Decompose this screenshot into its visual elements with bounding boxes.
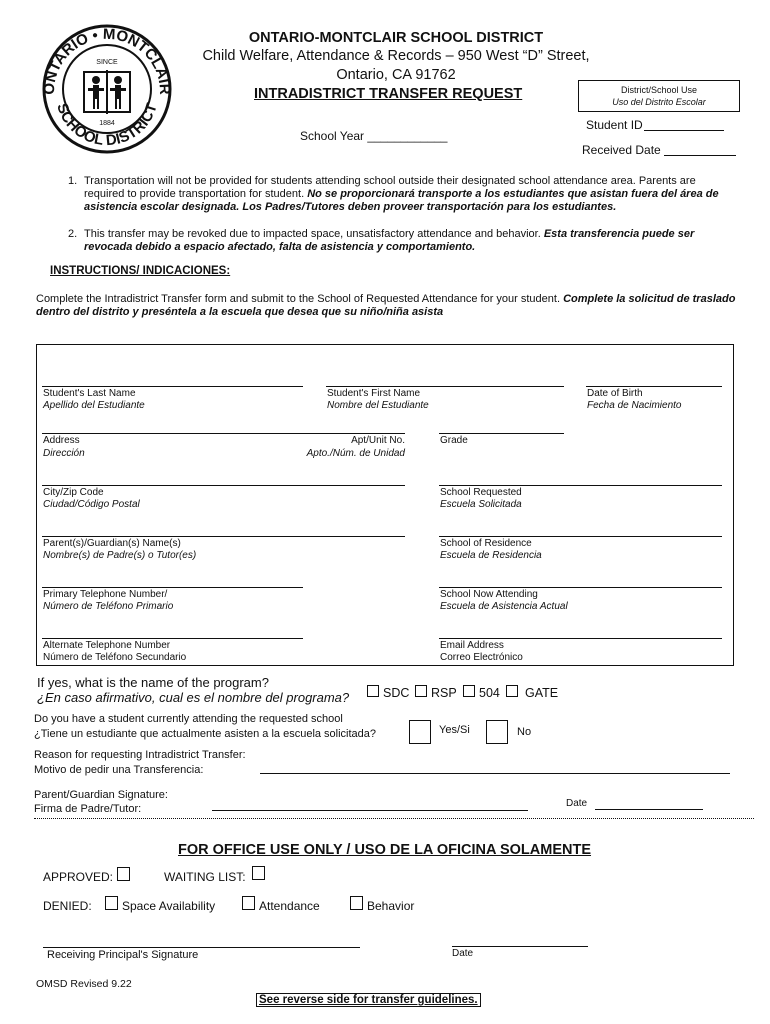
principal-signature-line[interactable]	[43, 947, 360, 948]
yes-label: Yes/Si	[439, 724, 470, 736]
approved-label: APPROVED:	[43, 870, 114, 884]
city-zip-label: City/Zip Code	[43, 487, 104, 498]
school-now-line[interactable]	[439, 587, 722, 588]
last-name-label-es: Apellido del Estudiante	[43, 400, 145, 411]
instructions-spanish: Complete la solicitud de traslado dentro del distrito y preséntela a la escuela que desea que su niño/niña asista	[36, 293, 736, 318]
instructions-heading: INSTRUCTIONS/ INDICACIONES:	[50, 265, 231, 277]
reason-line[interactable]	[260, 773, 730, 774]
first-name-label-es: Nombre del Estudiante	[327, 400, 429, 411]
reason-label: Reason for requesting Intradistrict Transfer:	[34, 749, 246, 761]
space-availability-checkbox[interactable]	[105, 896, 118, 910]
apt-label-es: Apto./Núm. de Unidad	[306, 448, 405, 459]
school-requested-label: School Requested	[440, 487, 522, 498]
notice-1-spanish: No se proporcionará transporte a los estudiantes que asistan fuera del área de asistencia escolar designada. Los Padres/Tutores deben proveer transportación para los estudiantes.	[84, 188, 719, 213]
school-residence-label-es: Escuela de Residencia	[440, 550, 542, 561]
notice-2-number: 2.	[68, 228, 78, 240]
sibling-question: Do you have a student currently attending the requested school	[34, 713, 343, 725]
waiting-list-checkbox[interactable]	[252, 866, 265, 880]
svg-text:1884: 1884	[99, 120, 115, 127]
denied-label: DENIED:	[43, 899, 92, 913]
last-name-label: Student's Last Name	[43, 388, 136, 399]
address-label-es: Dirección	[43, 448, 85, 459]
program-question: If yes, what is the name of the program?	[37, 675, 269, 690]
504-checkbox[interactable]	[463, 685, 475, 697]
email-label-es: Correo Electrónico	[440, 652, 523, 663]
notice-2-spanish: Esta transferencia puede ser revocada debido a espacio afectado, falta de asistencia y comportamiento.	[84, 228, 695, 253]
gate-label: GATE	[525, 686, 559, 700]
parents-label: Parent(s)/Guardian(s) Name(s)	[43, 538, 181, 549]
district-seal	[40, 22, 175, 157]
principal-signature-label: Receiving Principal's Signature	[47, 949, 199, 961]
sdc-label: SDC	[383, 686, 410, 700]
district-address-line1: Child Welfare, Attendance & Records – 950 West “D” Street,	[202, 48, 590, 64]
revision-note: OMSD Revised 9.22	[36, 978, 132, 990]
dob-label-es: Fecha de Nacimiento	[587, 400, 682, 411]
last-name-line[interactable]	[42, 386, 303, 387]
no-checkbox[interactable]	[486, 720, 508, 744]
office-date-line[interactable]	[452, 946, 588, 947]
notice-2	[84, 228, 724, 254]
received-date-label: Received Date	[582, 143, 661, 157]
first-name-label: Student's First Name	[327, 388, 421, 399]
city-zip-line[interactable]	[42, 485, 405, 486]
school-residence-line[interactable]	[439, 536, 722, 537]
office-date-label: Date	[452, 948, 474, 959]
attendance-label: Attendance	[259, 899, 320, 913]
first-name-line[interactable]	[326, 386, 564, 387]
school-now-label-es: Escuela de Asistencia Actual	[440, 601, 568, 612]
rsp-label: RSP	[431, 686, 457, 700]
svg-text:SINCE: SINCE	[96, 59, 118, 66]
signature-date-label: Date	[566, 798, 588, 809]
notice-1	[84, 175, 724, 214]
received-date-line[interactable]	[664, 155, 736, 156]
district-use-subtitle: Uso del Distrito Escolar	[612, 97, 706, 107]
instructions-english: Complete the Intradistrict Transfer form and submit to the School of Requested Attendance for your student.	[36, 293, 564, 305]
rsp-checkbox[interactable]	[415, 685, 427, 697]
signature-date-line[interactable]	[595, 809, 703, 810]
parents-label-es: Nombre(s) de Padre(s) o Tutor(es)	[43, 550, 197, 561]
cut-divider	[34, 818, 754, 819]
primary-phone-label: Primary Telephone Number/	[43, 589, 168, 600]
grade-line[interactable]	[439, 433, 564, 434]
sdc-checkbox[interactable]	[367, 685, 379, 697]
student-id-label: Student ID	[586, 118, 643, 132]
notice-2-english: This transfer may be revoked due to impacted space, unsatisfactory attendance and behavior.	[84, 228, 544, 240]
email-line[interactable]	[439, 638, 722, 639]
alt-phone-label-es: Número de Teléfono Secundario	[43, 652, 187, 663]
sibling-question-es: ¿Tiene un estudiante que actualmente asisten a la escuela solicitada?	[34, 728, 377, 740]
signature-label: Parent/Guardian Signature:	[34, 789, 168, 801]
school-year-field[interactable]: School Year ____________	[300, 129, 448, 143]
email-label: Email Address	[440, 640, 504, 651]
school-requested-line[interactable]	[439, 485, 722, 486]
yes-checkbox[interactable]	[409, 720, 431, 744]
city-zip-label-es: Ciudad/Código Postal	[43, 499, 140, 510]
gate-checkbox[interactable]	[506, 685, 518, 697]
signature-label-es: Firma de Padre/Tutor:	[34, 803, 142, 815]
address-label: Address	[43, 435, 80, 446]
attendance-checkbox[interactable]	[242, 896, 255, 910]
no-label: No	[517, 726, 532, 738]
seal-top-text: ONTARIO • MONTCLAIR	[40, 25, 174, 96]
space-availability-label: Space Availability	[122, 899, 216, 913]
program-question-es: ¿En caso afirmativo, cual es el nombre del programa?	[37, 690, 350, 705]
office-use-heading: FOR OFFICE USE ONLY / USO DE LA OFICINA SOLAMENTE	[178, 842, 592, 858]
district-name: ONTARIO-MONTCLAIR SCHOOL DISTRICT	[248, 30, 544, 46]
signature-line[interactable]	[212, 810, 528, 811]
notice-1-number: 1.	[68, 175, 78, 187]
parents-line[interactable]	[42, 536, 405, 537]
district-use-title: District/School Use	[620, 85, 698, 95]
seal-bottom-text: SCHOOL DISTRICT	[53, 101, 161, 150]
primary-phone-line[interactable]	[42, 587, 303, 588]
reason-label-es: Motivo de pedir una Transferencia:	[34, 764, 204, 776]
alt-phone-label: Alternate Telephone Number	[43, 640, 171, 651]
dob-line[interactable]	[586, 386, 722, 387]
school-residence-label: School of Residence	[440, 538, 532, 549]
approved-checkbox[interactable]	[117, 867, 130, 881]
primary-phone-label-es: Número de Teléfono Primario	[43, 601, 174, 612]
instructions-text	[36, 293, 741, 319]
form-title: INTRADISTRICT TRANSFER REQUEST	[254, 86, 523, 102]
reverse-side-note: See reverse side for transfer guidelines.	[256, 993, 481, 1007]
alt-phone-line[interactable]	[42, 638, 303, 639]
school-now-label: School Now Attending	[440, 589, 538, 600]
dob-label: Date of Birth	[587, 388, 643, 399]
behavior-checkbox[interactable]	[350, 896, 363, 910]
student-id-line[interactable]	[644, 130, 724, 131]
504-label: 504	[479, 686, 500, 700]
district-address-line2: Ontario, CA 91762	[336, 67, 456, 83]
apt-label: Apt/Unit No.	[351, 435, 405, 446]
waiting-list-label: WAITING LIST:	[164, 870, 246, 884]
behavior-label: Behavior	[367, 899, 415, 913]
notice-1-english: Transportation will not be provided for students attending school outside their designated school attendance area. Parents are required to provide transportation for student.	[84, 175, 696, 200]
grade-label: Grade	[440, 435, 468, 446]
school-requested-label-es: Escuela Solicitada	[440, 499, 522, 510]
district-use-box	[578, 80, 740, 112]
address-line[interactable]	[42, 433, 405, 434]
